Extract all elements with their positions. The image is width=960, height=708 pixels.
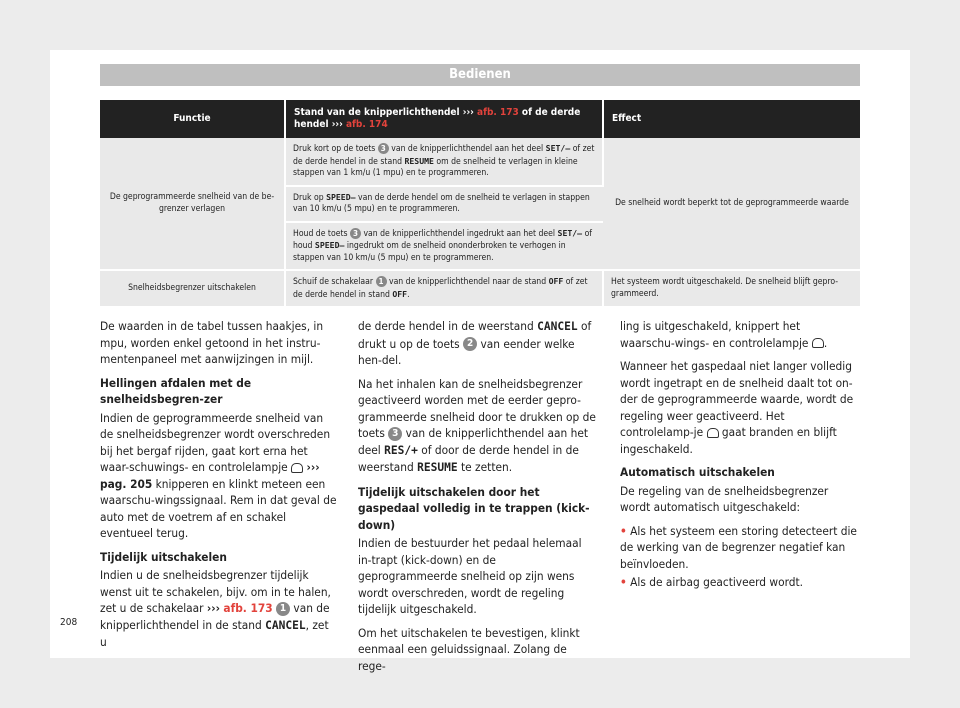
table-header-row — [100, 100, 860, 138]
text: knipperen en klinkt meteen een waarschu-wingssignaal. Rem in dat geval de auto met de voetrem af en schakel eventueel terug. — [100, 476, 337, 540]
row2-effect: Het systeem wordt uitgeschakeld. De snelheid blijft gepro-grammeerd. — [603, 270, 860, 307]
text: van de knipperlichthendel ingedrukt aan het deel — [363, 228, 556, 239]
text: , zet u — [100, 617, 329, 649]
text: of zet de derde hendel in de stand — [293, 144, 595, 167]
row2-stand — [285, 270, 603, 307]
text: . — [823, 335, 828, 350]
paragraph — [620, 318, 858, 351]
paragraph — [100, 567, 338, 651]
text: gaat branden en blijft ingeschakeld. — [620, 425, 837, 456]
header-stand-arrows2: ››› — [331, 119, 343, 130]
number-badge: 1 — [276, 602, 290, 616]
section-header: Bedienen — [100, 64, 860, 86]
text: van de knipperlichthendel naar de stand — [389, 277, 547, 287]
bullet-icon: • — [620, 575, 627, 589]
text: ingedrukt om de snelheid ononderbroken te verhogen in stappen van 10 km/u (5 mpu) en te programmeren. — [293, 241, 566, 263]
text: Wanneer het gaspedaal niet langer volledig wordt ingetrapt en de snelheid daalt tot on-der de geprogrammeerde waarde, wordt de regeling weer geactiveerd. Het controlelamp-je — [620, 359, 854, 439]
text: van de knipperlichthendel in de stand — [100, 601, 330, 632]
header-effect: Effect — [603, 100, 860, 138]
row1-stand-b — [285, 186, 603, 222]
text: of drukt u op de toets — [358, 319, 592, 351]
text: of houd — [293, 228, 593, 251]
text: of door de derde hendel in de weerstand — [358, 442, 579, 474]
text: van de derde hendel om de snelheid te verlagen in stappen van 10 km/u (5 mpu) en te programmeren. — [293, 192, 590, 214]
key-label: RES/+ — [384, 443, 418, 457]
number-badge: 2 — [463, 337, 477, 351]
table-row — [100, 138, 860, 186]
key-label: OFF — [548, 276, 564, 286]
paragraph: Om het uitschakelen te bevestigen, klinkt eenmaal een geluidssignaal. Zolang de rege- — [358, 625, 580, 673]
header-stand-mid: of de derde hendel — [294, 107, 581, 130]
key-label: CANCEL — [537, 320, 578, 333]
page-number: 208 — [60, 617, 78, 628]
text-column-3 — [620, 318, 858, 593]
header-functie: Functie — [100, 100, 285, 138]
subheading: Tijdelijk uitschakelen door het gaspedaal volledig in te trappen (kick-down) — [358, 484, 590, 532]
text: van de knipperlichthendel aan het deel — [391, 144, 544, 154]
paragraph: De regeling van de snelheidsbegrenzer wordt automatisch uitgeschakeld: — [620, 483, 829, 514]
header-stand-ref1[interactable]: afb. 173 — [477, 107, 519, 118]
figure-ref-link[interactable]: afb. 173 — [223, 601, 273, 615]
header-stand-arrows1: ››› — [462, 107, 474, 118]
header-stand-text: Stand van de knipperlichthendel — [294, 107, 460, 118]
key-label: SET/– — [557, 227, 583, 238]
row1-stand-c — [285, 222, 603, 271]
text: Indien u de snelheidsbegrenzer tijdelijk wenst uit te schakelen, bijv. om in te halen, zet u de schakelaar — [100, 568, 331, 615]
paragraph — [620, 358, 858, 457]
key-label: SPEED– — [326, 191, 356, 202]
list-item — [620, 574, 858, 591]
key-label: SPEED– — [314, 240, 345, 250]
text-column-2 — [358, 318, 596, 681]
text: om de snelheid te verlagen in kleine stappen van 1 km/u (1 mpu) en te programmeren. — [293, 156, 578, 178]
arrows: ››› — [206, 601, 221, 615]
text: van de knipperlichthendel aan het deel — [358, 426, 589, 457]
list-item — [620, 523, 858, 573]
paragraph — [100, 410, 338, 542]
key-label: CANCEL — [265, 618, 306, 632]
row1-functie: De geprogrammeerde snelheid van de be-grenzer verlagen — [100, 138, 285, 270]
text: Indien de geprogrammeerde snelheid van de snelheidsbegrenzer wordt overschreden bij het bergaf rijden, gaat kort erna het waar-schuwings- en controlelampje — [100, 410, 331, 474]
row1-stand-a — [285, 138, 603, 186]
text: van eender welke hen-del. — [358, 336, 575, 367]
key-label: RESUME — [417, 461, 458, 474]
text: Als het systeem een storing detecteert die de werking van de begrenzer negatief kan beïnvloeden. — [620, 523, 857, 571]
text: Als de airbag geactiveerd wordt. — [630, 575, 804, 589]
text: de derde hendel in de weerstand — [358, 319, 534, 333]
text: ling is uitgeschakeld, knippert het waarschu-wings- en controlelampje — [620, 319, 809, 350]
key-label: RESUME — [404, 155, 434, 166]
speed-limiter-warning-icon — [812, 338, 824, 348]
number-badge: 3 — [350, 228, 361, 239]
key-label: OFF — [392, 288, 408, 299]
text: Druk op — [293, 192, 324, 203]
number-badge: 3 — [378, 143, 389, 154]
function-table — [100, 100, 860, 308]
paragraph — [358, 376, 596, 477]
header-stand — [285, 100, 603, 138]
page-ref-link[interactable]: pag. 205 — [100, 476, 153, 491]
subheading: Automatisch uitschakelen — [620, 465, 775, 479]
key-label: SET/– — [545, 143, 571, 153]
paragraph — [358, 318, 596, 369]
header-stand-ref2[interactable]: afb. 174 — [345, 119, 388, 130]
text: . — [407, 289, 410, 300]
text: of zet de derde hendel in stand — [293, 277, 588, 300]
paragraph: Indien de bestuurder het pedaal helemaal in-trapt (kick-down) en de geprogrammeerde snelheid op zijn wens wordt overschreden, wordt de regeling tijdelijk uitgeschakeld. — [358, 536, 582, 616]
bullet-icon: • — [620, 523, 627, 538]
row2-functie: Snelheidsbegrenzer uitschakelen — [100, 270, 285, 307]
table-row — [100, 270, 860, 307]
arrows: ››› — [306, 460, 320, 474]
row1-effect: De snelheid wordt beperkt tot de geprogrammeerde waarde — [603, 138, 860, 270]
speed-limiter-warning-icon — [707, 428, 719, 438]
speed-limiter-warning-icon — [291, 463, 303, 473]
number-badge: 3 — [388, 427, 402, 441]
number-badge: 1 — [376, 276, 387, 287]
text: Druk kort op de toets — [293, 144, 376, 154]
text: Houd de toets — [293, 228, 348, 239]
text: Schuif de schakelaar — [293, 277, 374, 287]
subheading: Hellingen afdalen met de snelheidsbegren-zer — [100, 375, 252, 406]
text: Na het inhalen kan de snelheidsbegrenzer geactiveerd worden met de eerder gepro-grammeerde snelheid door te drukken op de toets — [358, 376, 596, 440]
subheading: Tijdelijk uitschakelen — [100, 549, 227, 564]
text: te zetten. — [461, 460, 513, 474]
text-column-1 — [100, 318, 338, 658]
paragraph: De waarden in de tabel tussen haakjes, in mpu, worden enkel getoond in het instru-mentenpaneel met aanwijzingen in mijl. — [100, 319, 324, 366]
